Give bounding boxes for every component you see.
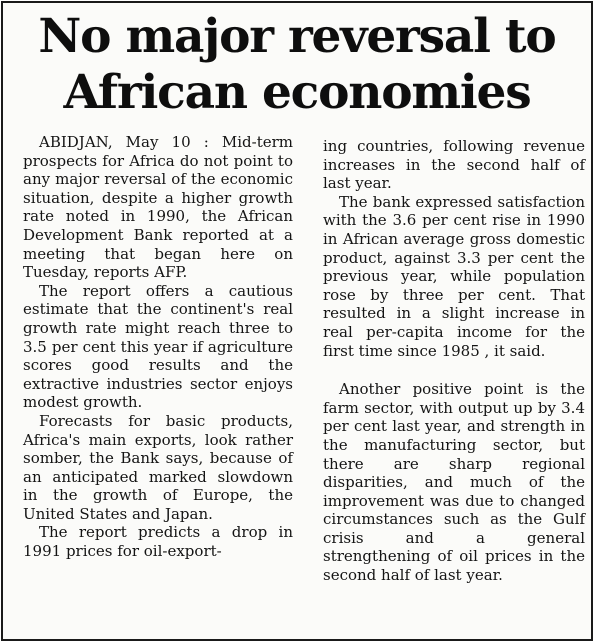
paragraph-dateline: ABIDJAN, May 10 : Mid-term prospects for Africa do not point to any major reversal of the economic situation, despite a higher growth rate noted in 1990, the African Development Bank reported at a meeting that began here on Tuesday, reports AFP.	[23, 133, 293, 282]
paragraph-growth-estimate: The report offers a cautious estimate that the continent's real growth rate might reach three to 3.5 per cent this year if agriculture scores good results and the extractive industries sector enjoys modest growth.	[23, 281, 293, 412]
paragraph-gdp: The bank expressed satisfaction with the 3.6 per cent rise in 1990 in African average gross domestic product, against 3.3 per cent the previous year, while population rose by three per cent. That resulted in a slight increase in real per-capita income for the first time since 1985 , it said.	[323, 192, 585, 360]
headline-line-1: No major reversal to	[38, 9, 556, 64]
newspaper-clipping	[1, 1, 593, 641]
left-column	[23, 133, 293, 561]
paragraph-farm-sector: Another positive point is the farm sector, with output up by 3.4 per cent last year, and strength in the manufacturing sector, but there are sharp regional disparities, and much of the improvement was due to changed circumstances such as the Gulf crisis and a general strengthening of oil prices in the second half of last year.	[323, 380, 585, 585]
headline	[3, 9, 591, 121]
paragraph-forecasts: Forecasts for basic products, Africa's main exports, look rather somber, the Bank says, because of an anticipated marked slowdown in the growth of Europe, the United States and Japan.	[23, 411, 293, 523]
headline-line-2: African economies	[63, 65, 531, 120]
paragraph-continued: ing countries, following revenue increases in the second half of last year.	[323, 137, 585, 193]
paragraph-oil-prices: The report predicts a drop in 1991 prices for oil-export-	[23, 523, 293, 561]
right-column	[323, 137, 585, 585]
